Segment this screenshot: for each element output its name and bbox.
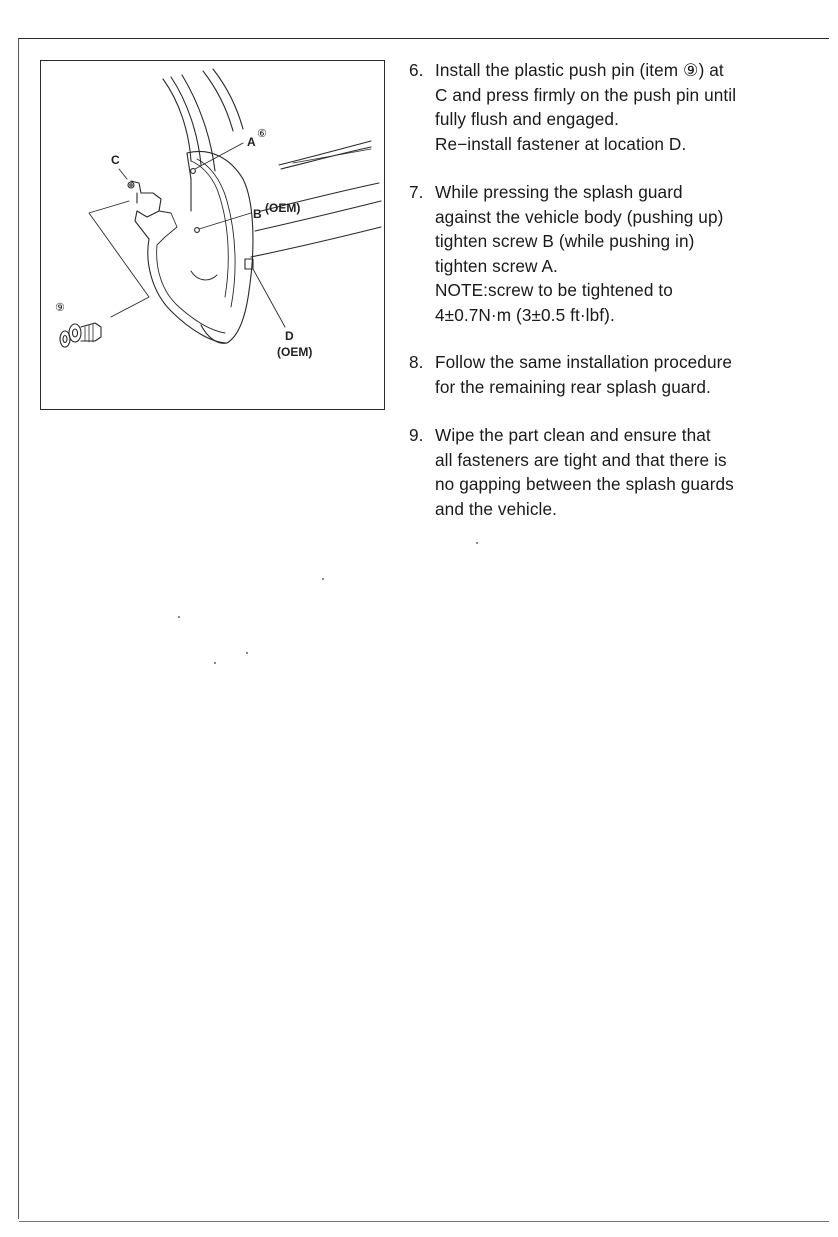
step-number: 6. <box>409 60 424 80</box>
step-line: NOTE:screw to be tightened to <box>435 280 673 300</box>
label-a: A <box>247 135 256 149</box>
step-line: tighten screw B (while pushing in) <box>435 231 695 251</box>
step-line: fully flush and engaged. <box>435 109 619 129</box>
step-number: 9. <box>409 425 424 445</box>
step-line: While pressing the splash guard <box>435 182 683 202</box>
step-line: against the vehicle body (pushing up) <box>435 206 724 227</box>
step-number: 7. <box>409 182 424 202</box>
step-line: Follow the same installation procedure <box>435 352 733 372</box>
instruction-step-8 <box>405 350 785 399</box>
splash-guard-illustration <box>41 61 384 409</box>
instruction-step-9 <box>405 423 785 521</box>
step-line: all fasteners are tight and that there is <box>435 449 727 470</box>
label-d-oem: (OEM) <box>277 345 313 359</box>
step-line: Wipe the part clean and ensure that <box>435 425 711 445</box>
label-pin-item: ⑨ <box>55 301 65 314</box>
step-line: 4±0.7N·m (3±0.5 ft·lbf). <box>435 304 615 325</box>
label-b-oem: (OEM) <box>265 201 301 215</box>
scan-speck <box>476 542 478 544</box>
step-line: and the vehicle. <box>435 498 557 519</box>
label-c: C <box>111 153 120 167</box>
step-line: Re−install fastener at location D. <box>435 133 687 154</box>
step-number: 8. <box>409 352 424 372</box>
instruction-step-6 <box>405 58 785 156</box>
label-b: B <box>253 207 262 221</box>
instruction-list <box>405 58 785 521</box>
scan-speck <box>322 578 324 580</box>
step-line: tighten screw A. <box>435 255 558 276</box>
installation-diagram <box>40 60 385 410</box>
step-line: C and press firmly on the push pin until <box>435 84 737 105</box>
step-line: no gapping between the splash guards <box>435 474 734 494</box>
scan-speck <box>178 616 180 618</box>
scan-speck <box>214 662 216 664</box>
label-a-item: ⑥ <box>257 127 267 140</box>
scan-speck <box>246 652 248 654</box>
step-line: Install the plastic push pin (item ⑨) at <box>435 60 724 80</box>
instruction-step-7 <box>405 180 785 327</box>
label-d: D <box>285 329 294 343</box>
step-line: for the remaining rear splash guard. <box>435 376 711 397</box>
